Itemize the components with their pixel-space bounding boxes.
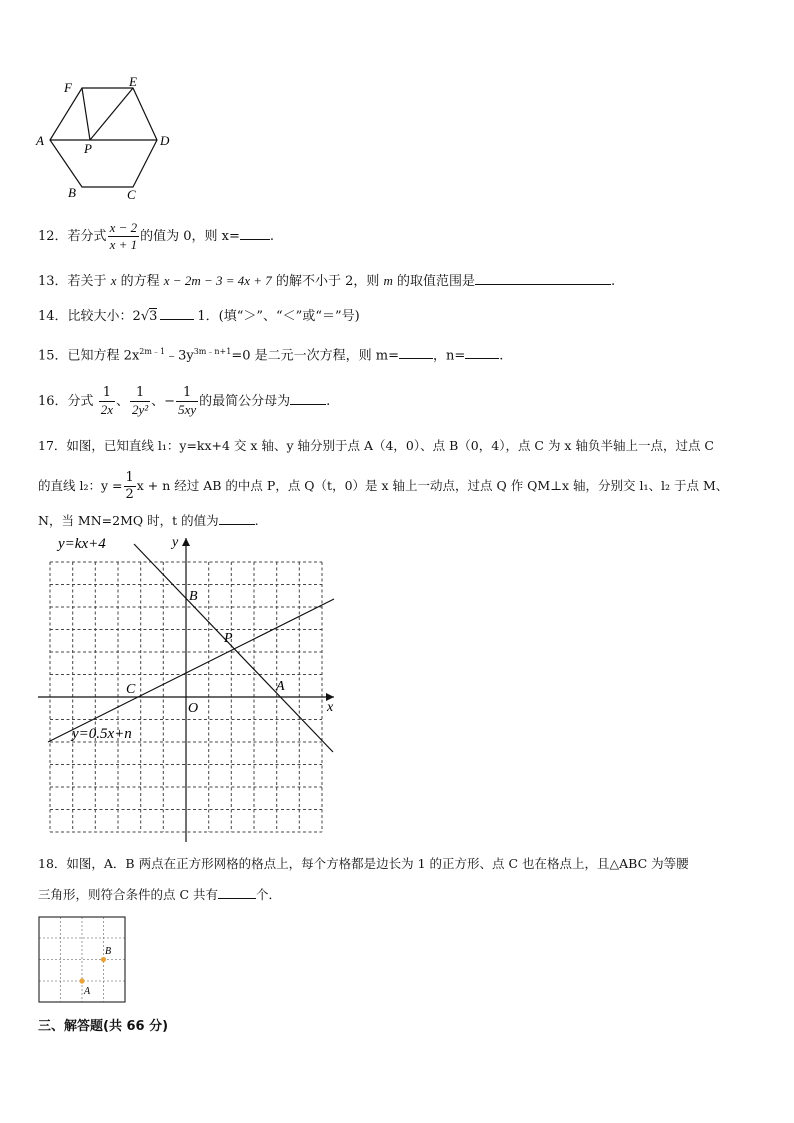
l2-equation-label: y=0.5x+n — [72, 726, 132, 742]
q12-text: 若分式 — [67, 229, 107, 244]
point-b — [101, 957, 106, 962]
q16-answer-blank[interactable] — [290, 390, 326, 405]
q15-exponent-1: 2m﹣1 — [139, 347, 166, 356]
q17-number: 17． — [38, 438, 67, 453]
point-p-label: P — [224, 631, 233, 646]
q13-end: . — [611, 274, 616, 289]
q13-text-post: 的取值范围是 — [397, 274, 476, 289]
coordinate-graph — [36, 530, 346, 845]
q13-number: 13． — [38, 274, 68, 289]
y-axis-label: y — [172, 535, 179, 550]
q15-text-post: =0 是二元一次方程，则 m= — [231, 348, 399, 364]
q17-frac-num: 1 — [125, 470, 134, 485]
x-axis-label: x — [327, 700, 334, 715]
q13-text-mid2: 的解不小于 2，则 — [275, 274, 380, 289]
q16-sep-1: 、 — [115, 394, 129, 409]
grid-label-a: A — [84, 986, 91, 997]
q17-text-line-1: 如图，已知直线 l₁：y=kx+4 交 x 轴、y 轴分别于点 A（4，0）、点 B（0，4），点 C 为 x 轴负半轴上一点，过点 C — [66, 438, 714, 453]
segment-fp — [82, 88, 90, 140]
question-18-line-1 — [38, 854, 689, 874]
q16-number: 16． — [38, 394, 68, 409]
q15-text-mid2: ，n= — [432, 348, 466, 364]
q16-end: . — [326, 394, 331, 409]
q12-frac-num: x − 2 — [109, 220, 138, 235]
line-l2 — [48, 599, 334, 742]
q12-text-post: 的值为 0，则 x= — [140, 229, 240, 244]
label-b: B — [68, 185, 76, 200]
point-c-label: C — [126, 682, 136, 697]
q16-f1-den: 2x — [100, 402, 113, 417]
question-15 — [38, 342, 503, 366]
line-l1 — [134, 544, 333, 752]
q15-text: 已知方程 2x — [67, 348, 140, 364]
point-a — [79, 978, 84, 983]
q14-text: 比较大小：2 — [67, 309, 141, 324]
q16-text-post: 的最简公分母为 — [199, 394, 291, 409]
q14-answer-blank[interactable] — [160, 305, 194, 320]
q16-fraction-3 — [176, 385, 198, 418]
segment-pe — [90, 88, 133, 140]
q18-end: 个． — [256, 887, 282, 902]
q13-answer-blank[interactable] — [475, 270, 611, 285]
q15-exponent-2: 3m﹣n+1 — [193, 347, 232, 356]
q12-frac-den: x + 1 — [109, 237, 138, 252]
q16-text: 分式 — [67, 394, 94, 409]
q18-text-line-2: 三角形，则符合条件的点 C 共有 — [38, 887, 219, 902]
section-3-heading: 三、解答题(共 66 分) — [38, 1019, 169, 1034]
point-a-label: A — [276, 679, 285, 694]
q13-text-mid: 的方程 — [120, 274, 160, 289]
question-18-line-2 — [38, 884, 281, 905]
question-17-line-2 — [38, 470, 728, 503]
q16-f2-num: 1 — [130, 385, 150, 402]
label-p: P — [84, 141, 92, 156]
q17-frac-den: 2 — [125, 487, 134, 502]
q17-end: . — [254, 513, 259, 528]
q15-number: 15． — [38, 348, 68, 364]
q13-equation: x − 2m − 3 = 4x + 7 — [163, 273, 272, 288]
square-grid — [37, 915, 129, 1005]
q17-answer-blank[interactable] — [219, 510, 255, 525]
q18-text-line-1: 如图，A．B 两点在正方形网格的格点上，每个方格都是边长为 1 的正方形、点 C 也在格点上，且△ABC 为等腰 — [66, 856, 689, 871]
q17-text-line-2-post: x + n 经过 AB 的中点 P，点 Q（t，0）是 x 轴上一动点，过点 Q 作 QM⊥x 轴，分别交 l₁、l₂ 于点 M、 — [136, 478, 729, 493]
question-13 — [38, 270, 615, 292]
question-17-line-1 — [38, 436, 714, 456]
q18-number: 18． — [38, 856, 67, 871]
origin-label: O — [188, 701, 199, 716]
q17-text-line-2-pre: 的直线 l₂：y = — [38, 478, 123, 493]
q13-var-x: x — [110, 273, 117, 288]
q16-fraction-2 — [130, 385, 150, 418]
q16-f1-num: 1 — [99, 385, 115, 402]
q17-text-line-3: N，当 MN=2MQ 时，t 的值为 — [38, 513, 219, 528]
y-axis-arrow — [182, 538, 190, 546]
q16-fraction-1 — [99, 385, 115, 418]
l1-equation-label: y=kx+4 — [58, 536, 106, 552]
label-f: F — [64, 80, 72, 95]
q15-end: . — [499, 348, 504, 364]
label-d: D — [160, 133, 170, 148]
q14-sqrt-value: 3 — [149, 309, 158, 324]
q14-sqrt: √3 — [140, 309, 158, 324]
q12-number: 12． — [38, 229, 68, 244]
hexagon-outline — [50, 88, 157, 187]
q15-blank-m[interactable] — [399, 344, 433, 359]
label-e: E — [129, 74, 137, 89]
label-c: C — [127, 187, 136, 202]
q16-sep-2: 、− — [151, 394, 176, 409]
q13-text: 若关于 — [67, 274, 107, 289]
q14-text-post: 1．(填“＞”、“＜”或“＝”号) — [197, 309, 360, 324]
question-14 — [38, 305, 360, 327]
q15-text-mid: ﹣3y — [165, 348, 194, 364]
q12-fraction — [108, 220, 140, 253]
question-17-line-3 — [38, 510, 259, 531]
q18-answer-blank[interactable] — [218, 884, 256, 899]
q13-var-m: m — [383, 273, 393, 288]
question-12 — [38, 220, 274, 253]
point-b-label: B — [189, 589, 198, 604]
q17-fraction — [124, 470, 136, 503]
question-16 — [38, 385, 330, 418]
grid-label-b: B — [105, 946, 112, 957]
q16-f2-den: 2y² — [132, 402, 149, 417]
q15-blank-n[interactable] — [465, 344, 499, 359]
q12-end: . — [269, 229, 275, 244]
q16-f3-den: 5xy — [178, 402, 197, 417]
hexagon-figure — [30, 72, 180, 204]
q12-answer-blank[interactable] — [240, 225, 270, 240]
label-a: A — [36, 133, 44, 148]
q14-number: 14． — [38, 309, 68, 324]
q16-f3-num: 1 — [176, 385, 198, 402]
